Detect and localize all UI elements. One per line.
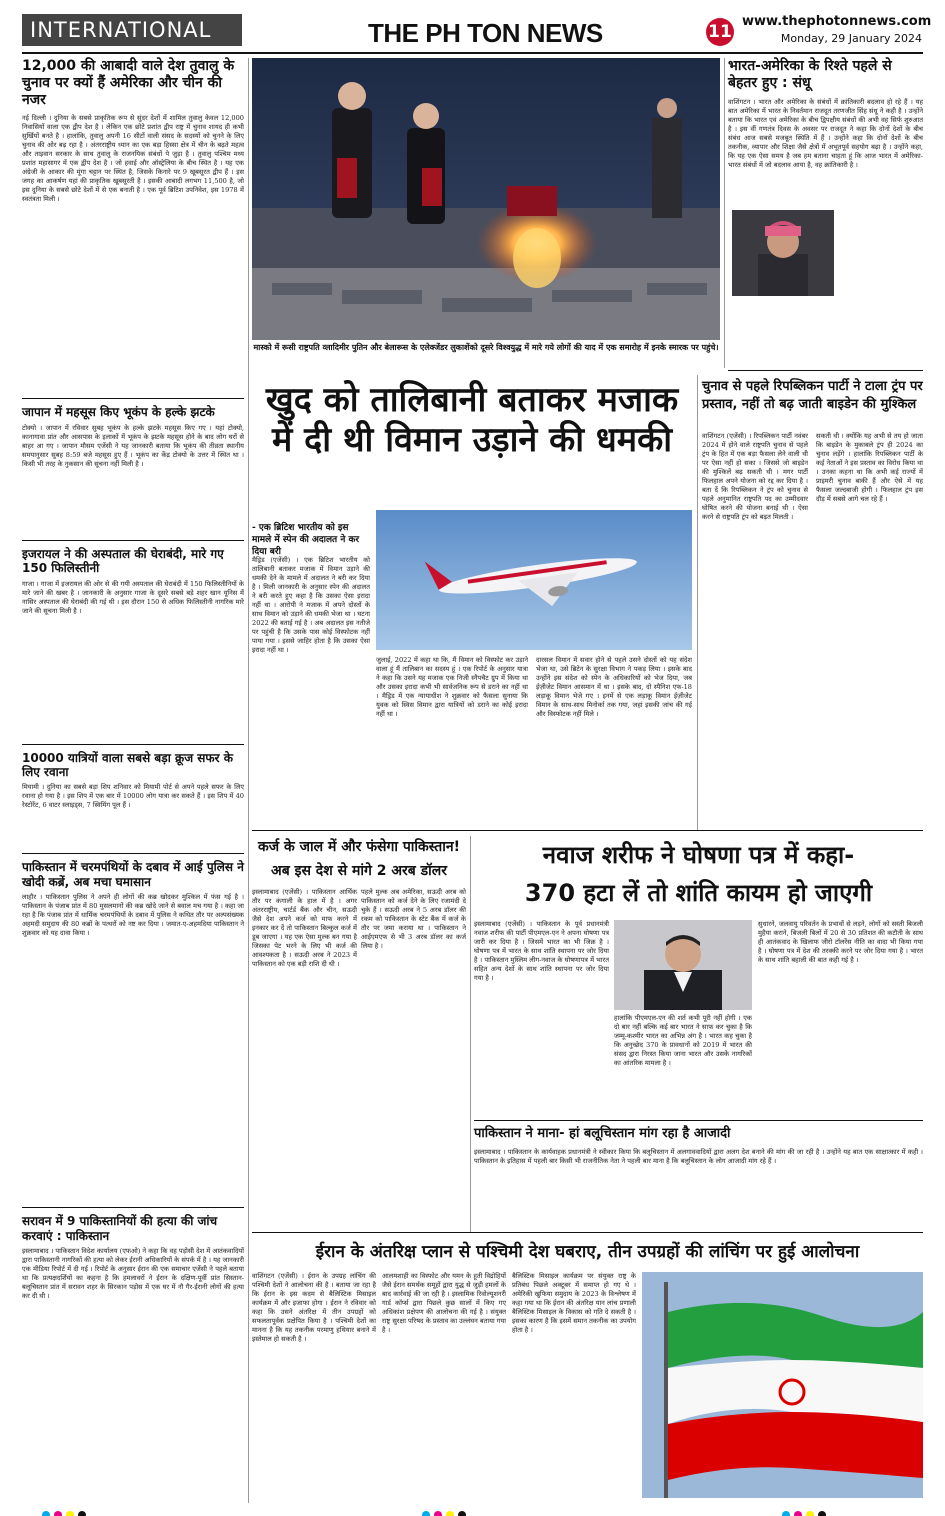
column-divider — [724, 58, 725, 368]
divider — [252, 1232, 923, 1233]
divider — [728, 370, 923, 371]
column-divider — [470, 836, 471, 1232]
divider — [22, 1207, 244, 1208]
pakistan-mob-body: लाहौर । पाकिस्तान पुलिस ने अपने ही लोगों की कब्र खोदकर मुश्किल में फंस गई है । पाकिस्तान के पंजाब प्रांत में 80 मुसलमानों की कब्र खोदे जाने से बवाल मच गया है । कहा जा रहा है कि पंजाब प्रांत में धार्मिक चरमपंथियों के दबाव में पुलिस ने कथित तौर पर अल्पसंख्यक अहमदी समुदाय की 80 कब्रों के पत्थरों को नष्ट कर दिया । जमात-ए-अहमदिया पाकिस्तान ने शुक्रवार को यह दावा किया । — [22, 893, 244, 938]
cruise-body: मियामी । दुनिया का सबसे बड़ा शिप शनिवार को मियामी पोर्ट से अपने पहले सफर के लिए रवाना हो गया है । इस शिप में एक बार में 10000 लोग यात्रा कर सकते हैं । इस शिप में 40 रेस्टोरेंट, 6 वाटर स्लाइड्स, 7 स्विमिंग पूल हैं । — [22, 783, 244, 810]
print-registration-marks — [780, 1504, 900, 1514]
israel-body: गाजा । गाजा में इजरायल की ओर से की गयी अस्पताल की घेराबंदी में 150 फिलिस्तीनियों के मारे जाने की खबर है । जानकारी के अनुसार गाजा के दूसरे सबसे बड़े शहर खान यूनिस में नासिर अस्पताल की घेराबंदी की गई थी । इस दौरान 150 से अधिक फिलिस्तीनी नागरिक मारे जाने की सूचना मिली है । — [22, 579, 244, 615]
sandhu-headline[interactable]: भारत-अमेरिका के रिश्ते पहले से बेहतर हुए : संधू — [728, 58, 892, 91]
column-divider — [697, 375, 698, 830]
japan-headline[interactable]: जापान में महसूस किए भूकंप के हल्के झटके — [22, 405, 215, 420]
divider — [252, 830, 923, 831]
taliban-body-2: जुलाई, 2022 में कहा था कि, मैं विमान को विस्फोट कर उड़ाने वाला हूं मैं तालिबान का सदस्य हूं । एक रिपोर्ट के अनुसार यात्रा ने कहा कि उसने यह मजाक एक निजी स्नैपचैट ग्रुप में किया था और उसका इरादा कभी भी सार्वजनिक रूप से डराने का नहीं था । मैड्रिड में एक न्यायाधीश ने शुक्रवार को फैसला सुनाया कि युवक को स्विस विमान द्वारा यात्रियों को डराने का कोई इरादा नहीं था । — [376, 656, 528, 718]
iran-space-body: वाशिंगटन (एजेंसी) । ईरान के उपग्रह लांचिंग की पश्चिमी देशों ने आलोचना की है । बताया जा रहा है कि ईरान के इस कदम से बैलिस्टिक मिसाइल कार्यक्रम में और इजाफा होगा । ईरान ने रविवार को कहा कि उसने अंतरिक्ष में तीन उपग्रहों को सफलतापूर्वक प्रक्षेपित किया है । पश्चिमी देशों का मानना है कि यह तकनीक परमाणु हथियार बनाने में इस्तेमाल हो सकती है । — [252, 1272, 376, 1343]
header-rule — [22, 52, 923, 54]
taliban-headline[interactable]: खुद को तालिबानी बताकर मजाक में दी थी विमान उड़ाने की धमकी — [265, 380, 679, 460]
tuvalu-headline[interactable]: 12,000 की आबादी वाले देश तुवालु के चुनाव पर क्यों हैं अमेरिका और चीन की नजर — [22, 58, 235, 108]
taliban-body-3: दारसल विमान में सवार होने से पहले उसने दोस्तों को यह संदेश भेजा था, उसे ब्रिटेन के सुरक्षा विभाग ने पकड़ लिया । इसके बाद उन्होंने इस संदेश को स्पेन के अधिकारियों को भेज दिया, जब ईज़ीजेट विमान आसमान में था । इसके बाद, दो स्पैनिश एफ-18 लड़ाकू विमान भेजे गए । इनमें से एक लड़ाकू विमान ईज़ीजेट विमान के साथ-साथ मिनोर्का तक गया, जहां इसकी जांच की गई और विस्फोटक नहीं मिले । — [536, 656, 692, 718]
column-divider — [248, 58, 249, 1503]
baloch-headline[interactable]: पाकिस्तान ने माना- हां बलूचिस्तान मांग रहा है आजादी — [474, 1126, 731, 1141]
sharif-headline-1[interactable]: नवाज शरीफ ने घोषणा पत्र में कहा- — [542, 841, 855, 869]
sandhu-photo — [732, 210, 834, 296]
trump-headline[interactable]: चुनाव से पहले रिपब्लिकन पार्टी ने टाला ट्रंप पर प्रस्ताव, नहीं तो बढ़ जाती बाइडेन की मुश्किल — [702, 379, 923, 412]
israel-headline[interactable]: इजरायल ने की अस्पताल की घेराबंदी, मारे गए 150 फिलिस्तीनी — [22, 546, 224, 576]
iran-space-body-3: बैलिस्टिक मिसाइल कार्यक्रम पर संयुक्त राष्ट्र के प्रतिबंध पिछले अक्टूबर में समाप्त हो गए थे । अमेरिकी खुफिया समुदाय के 2023 के विश्लेषण में कहा गया था कि ईरान की अंतरिक्ष यान लांच प्रणाली बैलिस्टिक मिसाइल के विकास को गति दे सकती है । इसका कारण है कि इसमें समान तकनीक का उपयोग होता है । — [512, 1272, 636, 1334]
left-column — [22, 58, 244, 1497]
sharif-body-2: हालांकि पीएमएल-एन की शर्त कभी पूरी नहीं होगी । एक दो बार नहीं बल्कि कई बार भारत ने साफ कर चुका है कि जम्मू-कश्मीर भारत का अभिन्न अंग है । भारत कह चुका है कि अनुच्छेद 370 के प्रावधानों को 2019 में भारत की संसद द्वारा निरस्त किया जाना भारत और उसके नागरिकों का आंतरिक मामला है । — [614, 1014, 752, 1067]
baloch-body: इस्लामाबाद । पाकिस्तान के कार्यवाहक प्रधानमंत्री ने स्वीकार किया कि बलूचिस्तान में अलगाववादियों द्वारा अलग देश बनाने की मांग की जा रही है । उन्होंने यह बात एक साक्षात्कार में कही । पाकिस्तान के इतिहास में पहली बार किसी भी राजनीतिक नेता ने पहली बार माना है कि बलूचिस्तान के लोग आजादी मांग रहे हैं । — [474, 1148, 923, 1165]
divider — [22, 744, 244, 745]
iran-space-body-2: आलमशाही का विस्फोट और यमन के हूती विद्रोहियों जैसे ईरान समर्थक समूहों द्वारा युद्ध से जुड़ी हमलों के बाद कार्रवाई की जा रही है । इस्लामिक रिवोल्यूशनरी गार्ड कॉर्प्स द्वारा पिछले कुछ सालों में किए गए अधिकांश प्रक्षेपण की आलोचना की गई है । संयुक्त राष्ट्र सुरक्षा परिषद के प्रस्ताव का उल्लंघन बताया गया है । — [382, 1272, 506, 1334]
iran-flag-photo — [642, 1272, 923, 1498]
pak-debt-headline-1[interactable]: कर्ज के जाल में और फंसेगा पाकिस्तान! — [258, 839, 460, 855]
tuvalu-body: नई दिल्ली । दुनिया के सबसे प्राकृतिक रूप से सुंदर देशों में शामिल तुवालु केवल 12,000 निवासियों वाला एक द्वीप देश है । लेकिन एक छोटे प्रशांत द्वीप राष्ट्र में चुनाव शायद ही कभी सुर्खियों बनते है । हालांकि, तुवालु अपनी 16 सीटों वाली संसद के सदस्यों को चुनने के लिए चुनाव की ओर बढ़ रहा है । अंतरराष्ट्रीय ध्यान का एक बड़ा हिस्सा क्षेत्र में चीन के बढ़ते महत्व और ताइवान सरकार के साथ तुवालु के राजनयिक संबंधों पे जुड़ा है । तुवालु पश्चिम मध्य प्रशांत महासागर में एक द्वीप देश है । जो हवाई और ऑस्ट्रेलिया के बीच स्थित है । यह एक अंग्रेजी के आकार की मूंगा चट्टान पर स्थित है, जिसके किनारे पर 9 खूबसूरत द्वीप हैं । इस जगह का आकर्षण यहां की प्राकृतिक खूबसूरती है । इसकी आबादी लगभग 11,500 है, जो इस दुनिया के सबसे छोटे देशों में से एक बनाती है । एक पूर्व ब्रिटिश उपनिवेश, इस 1978 में स्वतंत्रता मिली । — [22, 114, 244, 204]
taliban-body: मैड्रिड (एजेंसी) । एक ब्रिटिश भारतीय को तालिबानी बताकर मजाक में विमान उड़ाने की धमकी देने के मामले में अदालत ने बरी कर दिया है । मिली जानकारी के अनुसार स्पेन की अदालत ने बरी करते हुए कहा है कि उसका ऐसा इरादा नहीं था । आरोपी ने मजाक में अपने दोस्तों के साथ विमान को उड़ाने की धमकी भेजा था । घटना 2022 की बताई गई है । अब अदालत इस नतीजे पर पहुंची है कि उसके पास कोई विस्फोटक नहीं पाया गया । इससे जाहिर होता है कि उसका ऐसा इरादा नहीं था । — [252, 556, 370, 654]
sandhu-body: वाशिंगटन । भारत और अमेरिका के संबंधों में क्रांतिकारी बदलाव हो रहे हैं । यह बात अमेरिका में भारत के निवर्तमान राजदूत तरणजीत सिंह संधू ने कही है । उन्होंने बताया कि भारत एवं अमेरिका के बीच द्विपक्षीय संबंधों की अभी वह सिर्फ शुरुआत है । इस वीं गणतंत्र दिवस के अवसर पर राजदूत ने कहा कि दोनों देशों के बीच संबंध आज सबसे मजबूत स्थिति में हैं । उन्होंने कहा कि दोनों देशों के बीच तकनीक, व्यापार और शिक्षा जैसे क्षेत्रों में अभूतपूर्व सहयोग बढ़ा है । उन्होंने कहा, कि यह एक ऐसा समय है जब हम बताना चाहता हूं कि आज भारत में अमेरिका-भारत संबंधों में जो बदलाव आया है, वह क्रांतिकारी है । — [728, 97, 923, 169]
trump-body-2: सकती थी । क्योंकि यह अभी से तय हो जाता कि बाइडेन के मुकाबले ट्रंप ही 2024 का चुनाव लड़ेंगे । हालांकि रिपब्लिकन पार्टी के कई नेताओं ने इस प्रस्ताव का विरोध किया था । उनका कहना था कि अभी कई राज्यों में प्राइमरी चुनाव बाकी हैं और ऐसे में यह फैसला जल्दबाजी होगी । फिलहाल ट्रंप इस दौड़ में सबसे आगे चल रहे हैं । — [816, 432, 923, 503]
divider — [22, 398, 244, 399]
pak-debt-body-2: पहले मुल्क अब अमेरिका, सऊदी अरब को पाकिस्तान को कर्ज देने के लिए रजामंदी दे चुके हैं । सऊदी अरब ने 5 अरब डॉलर की रकम को पाकिस्तान के स्टेट बैंक में कर्ज के तौर पर जमा कराया था । पाकिस्तान ने आईएमएफ से भी 3 अरब डॉलर का कर्ज लिया है । — [361, 888, 466, 950]
website-url[interactable]: www.thephotonnews.com — [742, 14, 932, 29]
print-registration-marks — [420, 1504, 540, 1514]
trump-body: वाशिंगटन (एजेंसी) । रिपब्लिकन पार्टी नवंबर 2024 में होने वाले राष्ट्रपति चुनाव से पहले ट्रंप के हित में एक बड़ा फैसला लेने वाली थी पर ऐसा नहीं हो सका । जिससे जो बाइडेन की मुश्किलें बढ़ सकती थी । मगर पार्टी फिलहाल अपने योजना को रद्द कर दिया है । बता दें कि रिपब्लिकन ने ट्रंप को चुनाव से पहले अनुमानित राष्ट्रपति पद का उम्मीदवार घोषित करने की योजना बनाई थी । ऐसा करने से राष्ट्रपति ट्रंप को बढ़त मिलती । — [702, 432, 808, 521]
sharif-headline-2[interactable]: 370 हटा लें तो शांति कायम हो जाएगी — [524, 879, 873, 907]
pak-debt-body: इस्लामाबाद (एजेंसी) । पाकिस्तान आर्थिक तौर पर कंगाली के हाल में है । अगर अंतरराष्ट्रीय, चार्टर्ड बैंक और चीन, सऊदी जैसे देश अपने कर्ज को माफ करने में इनकार कर दें तो पाकिस्तान बिल्कुल कर्ज में डूब जाएगा । यह एक ऐसा मुल्क बन गया है जिसका पेट भरने के लिए भी कर्ज की आवश्यकता है । सऊदी अरब ने 2023 में पाकिस्तान को एक बड़ी राशि दी थी । — [252, 888, 357, 968]
nawaz-sharif-photo — [614, 920, 752, 1010]
iran-killing-headline[interactable]: सरावन में 9 पाकिस्तानियों की हत्या की जांच करवाएं : पाकिस्तान — [22, 1214, 218, 1243]
issue-date: Monday, 29 January 2024 — [780, 32, 922, 45]
page-number-badge: 11 — [706, 18, 734, 46]
masthead-logo — [368, 14, 608, 52]
section-label: INTERNATIONAL — [22, 14, 242, 46]
print-registration-marks — [40, 1504, 180, 1514]
pakistan-mob-headline[interactable]: पाकिस्तान में चरमपंथियों के दबाव में आई पुलिस ने खोदी कब्रें, अब मचा घमासान — [22, 860, 244, 889]
iran-space-headline[interactable]: ईरान के अंतरिक्ष प्लान से पश्चिमी देश घबराए, तीन उपग्रहों की लांचिंग पर हुई आलोचना — [315, 1242, 860, 1262]
sharif-body-3: सुधारने, जलवायु परिवर्तन के प्रभावों से लड़ने, लोगों को सस्ती बिजली मुहैया कराने, बिजली बिलों में 20 से 30 प्रतिशत की कटौती के साथ ही आतंकवाद के खिलाफ जीरो टॉलरेंस नीति का वादा भी किया गया है । घोषणा पत्र में देश की तरक्की करने पर जोर दिया गया है । भारत के साथ शांति बहाली की बात कही गई है । — [758, 920, 923, 964]
divider — [22, 540, 244, 541]
taliban-deck: - एक ब्रिटिश भारतीय को इस मामले में स्पेन की अदालत ने कर दिया बरी — [252, 523, 360, 557]
cruise-headline[interactable]: 10000 यात्रियों वाला सबसे बड़ा क्रूज सफर के लिए रवाना — [22, 750, 233, 779]
putin-memorial-photo — [252, 58, 720, 340]
masthead-text: THE PH TON NEWS — [368, 18, 603, 48]
divider — [22, 853, 244, 854]
iran-killing-body: इस्लामाबाद । पाकिस्तान विदेश कार्यालय (एफओ) ने कहा कि वह पड़ोसी देश में आतंकवादियों द्वारा पाकिस्तानी नागरिकों की हत्या को लेकर ईरानी अधिकारियों के संपर्क में है । यह जानकारी एक मीडिया रिपोर्ट में दी गई । रिपोर्ट के अनुसार ईरान की एक समाचार एजेंसी ने पहले बताया था कि प्रत्यक्षदर्शियों का कहना है कि हमलावरों ने ईरान के दक्षिण-पूर्वी प्रांत सिस्तान-बलूचिस्तान प्रांत में सरावन शहर के सिरकान पड़ोस में एक घर में नौ गैर-ईरानी लोगों की हत्या कर दी थी । — [22, 1246, 244, 1300]
airplane-photo — [376, 510, 692, 650]
photo-caption: मास्को में रूसी राष्ट्रपति व्लादिमीर पुतिन और बेलारूस के एलेक्जेंडर लुकाशेंको दूसरे विश्वयुद्ध में मारे गये लोगों की याद में एक समारोह में इनके स्मारक पर पहुंचे। — [253, 343, 719, 352]
japan-body: टोक्यो । जापान में रविवार सुबह भूकंप के हल्के झटके महसूस किए गए । यहां टोक्यो, कानागावा प्रांत और आसपास के इलाकों में भूकंप के झटके महसूस होने के बाद लोग घरों से बाहर आ गए । जापान मौसम एजेंसी ने यह जानकारी बताया कि भूकंप की तीव्रता स्थानीय समयानुसार सुबह 8:59 बजे महसूस हुए हैं । भूकंप का केंद्र टोक्यो के उत्तर में स्थित था । किसी भी तरह के नुकसान की सूचना नहीं मिली है । — [22, 423, 244, 468]
divider — [474, 1120, 923, 1121]
sharif-body: इस्लामाबाद (एजेंसी) । पाकिस्तान के पूर्व प्रधानमंत्री नवाज शरीफ की पार्टी पीएमएल-एन ने अपना घोषणा पत्र जारी कर दिया है । जिसमें भारत का भी जिक्र है । घोषणा पत्र में भारत के साथ शांति स्थापना पर जोर दिया है । पाकिस्तान मुस्लिम लीग-नवाज के घोषणापत्र में भारत सहित अन्य देशों के साथ शांति स्थापना पर जोर दिया गया है । — [474, 920, 609, 982]
pak-debt-headline-2[interactable]: अब इस देश से मांगे 2 अरब डॉलर — [271, 863, 447, 879]
